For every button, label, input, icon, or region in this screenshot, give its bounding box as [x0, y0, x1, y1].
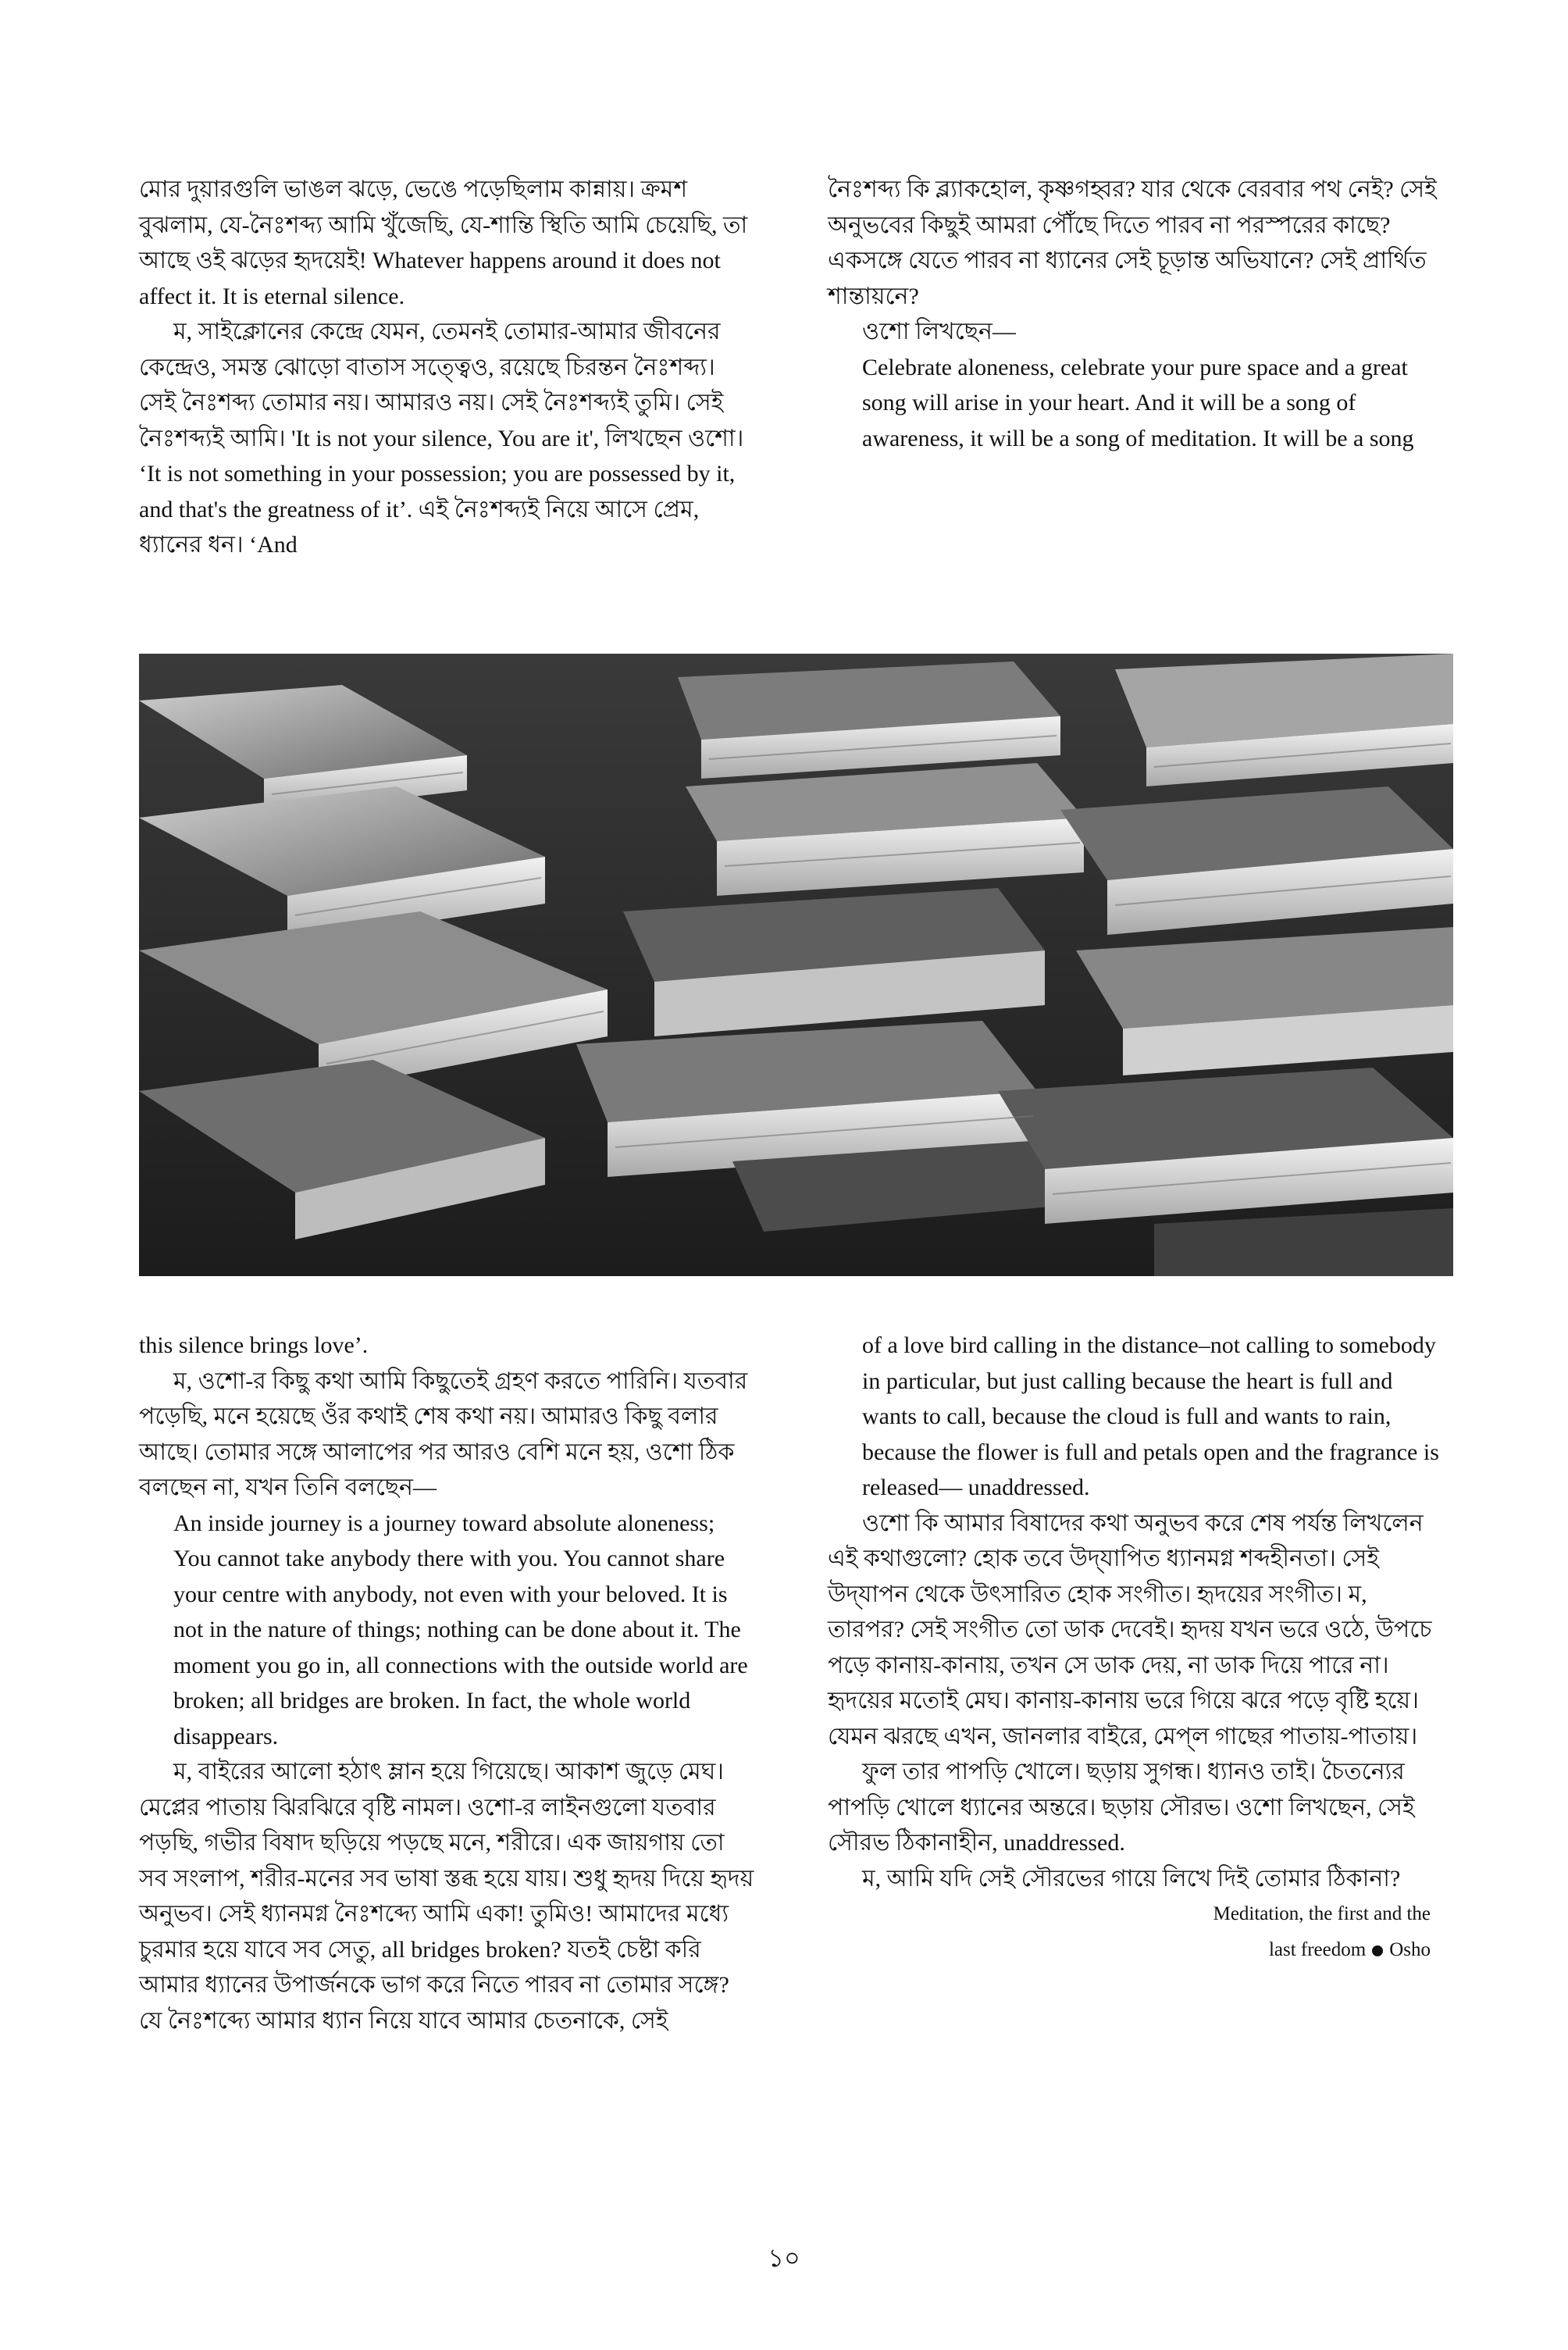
quote-block: Celebrate aloneness, celebrate your pure space and a great song will arise in your heart. And it will be a song of awareness, it will be a song of meditation. It will be a song	[862, 354, 1414, 451]
text-column-top-right	[828, 172, 1445, 456]
credit-author: Osho	[1389, 1939, 1431, 1960]
paragraph: ফুল তার পাপড়ি খোলে। ছড়ায় সুগন্ধ। ধ্যানও তাই। চৈতন্যের পাপড়ি খোলে ধ্যানের অন্তরে। ছড়ায় সৌরভ। ওশো লিখছেন, সেই সৌরভ ঠিকানাহীন, unaddressed.	[828, 1759, 1415, 1856]
paragraph: ম, আমি যদি সেই সৌরভের গায়ে লিখে দিই তোমার ঠিকানা?	[862, 1865, 1401, 1892]
credit-line-1: Meditation, the first and the	[1213, 1903, 1431, 1924]
text-column-bottom-left	[139, 1328, 756, 2038]
paragraph: নৈঃশব্দ্য কি ব্ল্যাকহোল, কৃষ্ণগহ্বর? যার থেকে বেরবার পথ নেই? সেই অনুভবের কিছুই আমরা পৌঁছে দিতে পারব না পরস্পরের কাছে? একসঙ্গে যেতে পারব না ধ্যানের সেই চূড়ান্ত অভিযানে? সেই প্রার্থিত শান্তায়নে?	[828, 177, 1437, 309]
source-credit	[828, 1896, 1445, 1968]
bullet-dot-icon	[1372, 1945, 1383, 1956]
credit-line-2	[828, 1932, 1431, 1968]
page-number: ১০	[768, 2244, 800, 2272]
paragraph: ওশো কি আমার বিষাদের কথা অনুভব করে শেষ পর্যন্ত লিখলেন এই কথাগুলো? হোক তবে উদ্‌যাপিত ধ্যানমগ্ন শব্দহীনতা। সেই উদ্‌যাপন থেকে উৎসারিত হোক সংগীত। হৃদয়ের সংগীত। ম, তারপর? সেই সংগীত তো ডাক দেবেই। হৃদয় যখন ভরে ওঠে, উপচে পড়ে কানায়-কানায়, তখন সে ডাক দেয়, না ডাক দিয়ে পারে না। হৃদয়ের মতোই মেঘ। কানায়-কানায় ভরে গিয়ে ঝরে পড়ে বৃষ্টি হয়ে। যেমন ঝরছে এখন, জানলার বাইরে, মেপ্‌ল গাছের পাতায়-পাতায়।	[828, 1510, 1432, 1749]
paragraph: ম, ওশো-র কিছু কথা আমি কিছুতেই গ্রহণ করতে পারিনি। যতবার পড়েছি, মনে হয়েছে ওঁর কথাই শেষ কথা নয়। আমারও কিছু বলার আছে। তোমার সঙ্গে আলাপের পর আরও বেশি মনে হয়, ওশো ঠিক বলছেন না, যখন তিনি বলছেন—	[139, 1368, 748, 1500]
text-column-bottom-right	[828, 1328, 1445, 1968]
paragraph: ম, বাইরের আলো হঠাৎ ম্লান হয়ে গিয়েছে। আকাশ জুড়ে মেঘ। মেপ্লের পাতায় ঝিরঝিরে বৃষ্টি নামল। ওশো-র লাইনগুলো যতবার পড়ছি, গভীর বিষাদ ছড়িয়ে পড়ছে মনে, শরীরে। এক জায়গায় তো সব সংলাপ, শরীর-মনের সব ভাষা স্তব্ধ হয়ে যায়। শুধু হৃদয় দিয়ে হৃদয় অনুভব। সেই ধ্যানমগ্ন নৈঃশব্দ্যে আমি একা! তুমিও! আমাদের মধ্যে চুরমার হয়ে যাবে সব সেতু, all bridges broken? যতই চেষ্টা করি আমার ধ্যানের উপার্জনকে ভাগ করে নিতে পারব না তোমার সঙ্গে? যে নৈঃশব্দ্যে আমার ধ্যান নিয়ে যাবে আমার চেতনাকে, সেই	[139, 1759, 754, 2034]
paragraph: ম, সাইক্লোনের কেন্দ্রে যেমন, তেমনই তোমার-আমার জীবনের কেন্দ্রেও, সমস্ত ঝোড়ো বাতাস সত্ত্বেও, রয়েছে চিরন্তন নৈঃশব্দ্য। সেই নৈঃশব্দ্য তোমার নয়। আমারও নয়। সেই নৈঃশব্দ্যই তুমি। সেই নৈঃশব্দ্যই আমি। 'It is not your silence, You are it', লিখছেন ওশো। ‘It is not something in your possession; you are possessed by it, and that's the greatness of it’. এই নৈঃশব্দ্যই নিয়ে আসে প্রেম, ধ্যানের ধন। ‘And	[139, 319, 744, 558]
stacked-books-photo	[139, 654, 1453, 1276]
paragraph: ওশো লিখছেন—	[862, 319, 1016, 344]
quote-block: An inside journey is a journey toward absolute aloneness; You cannot take anybody there with you. You cannot share your centre with anybody, not even with your beloved. It is not in the nature of things; nothing can be done about it. The moment you go in, all connections with the outside world are broken; all bridges are broken. In fact, the whole world disappears.	[173, 1510, 748, 1749]
paragraph: this silence brings love’.	[139, 1332, 369, 1358]
paragraph: মোর দুয়ারগুলি ভাঙল ঝড়ে, ভেঙে পড়েছিলাম কান্নায়। ক্রমশ বুঝলাম, যে-নৈঃশব্দ্য আমি খুঁজেছি, যে-শান্তি স্থিতি আমি চেয়েছি, তা আছে ওই ঝড়ের হৃদয়েই! Whatever happens around it does not affect it. It is eternal silence.	[139, 177, 748, 309]
credit-book-title: last freedom	[1268, 1939, 1367, 1960]
quote-block: of a love bird calling in the distance–not calling to somebody in particular, but just calling because the heart is full and wants to call, because the cloud is full and wants to rain, because the flower is full and petals open and the fragrance is released— unaddressed.	[862, 1332, 1439, 1500]
text-column-top-left	[139, 172, 756, 563]
